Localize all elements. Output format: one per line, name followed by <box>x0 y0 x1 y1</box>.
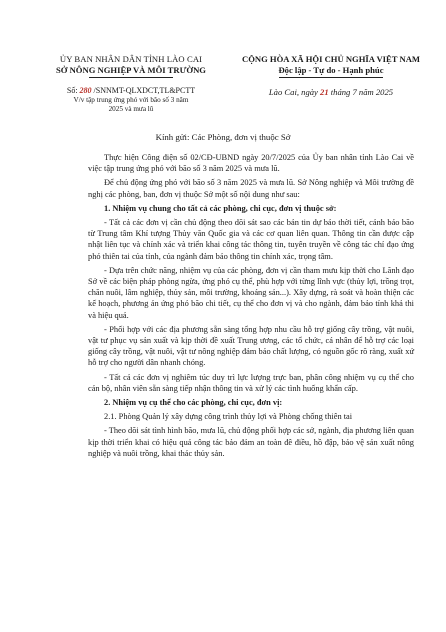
national-header-block <box>236 54 426 78</box>
paragraph: 2.1. Phòng Quản lý xây dựng công trình thủy lợi và Phòng chống thiên tai <box>104 412 353 422</box>
paragraph: - Dựa trên chức năng, nhiệm vụ của các phòng, đơn vị cần tham mưu kịp thời cho Lãnh đạo Sở về các biện pháp phòng ngừa, ứng phó cụ thể, phù hợp với từng lĩnh vực (thủy lợi, trồng trọt, chăn nuôi, lâm nghiệp, thủy sản, môi trường, khoáng sản...). Xây dựng, rà soát và hoàn thiện các kế hoạch, phương án ứng phó bão chi tiết, cụ thể cho đơn vị và cho ngành, đảm bảo tính khả thi và hiệu quả. <box>88 265 414 320</box>
department-name: SỞ NÔNG NGHIỆP VÀ MÔI TRƯỜNG <box>55 65 206 75</box>
subject-line-2: 2025 và mưa lũ <box>108 105 154 113</box>
subject-line-1: V/v tập trung ứng phó với bão số 3 năm <box>73 96 189 104</box>
number-value: 280 <box>79 86 92 95</box>
paragraph: - Theo dõi sát tình hình bão, mưa lũ, chủ động phối hợp các sở, ngành, địa phương liên quan kịp thời triển khai có hiệu quả công tác bảo đảm an toàn đê điều, hồ đập, bảo vệ sản xuất nông nghiệp và nuôi trồng, khai thác thủy sản. <box>88 426 414 458</box>
nation-name: CỘNG HÒA XÃ HỘI CHỦ NGHĨA VIỆT NAM <box>241 54 421 64</box>
document-number <box>36 86 226 96</box>
paragraph: Để chủ động ứng phó với bão số 3 năm 2025 và mưa lũ. Sở Nông nghiệp và Môi trường đề nghị các phòng, ban, đơn vị thuộc Sở một số nội dung như sau: <box>88 178 414 199</box>
agency-name: ỦY BAN NHÂN DÂN TỈNH LÀO CAI <box>59 54 203 64</box>
paragraph: - Tất cả các đơn vị nghiêm túc duy trì lực lượng trực ban, phân công nhiệm vụ cụ thể cho cán bộ, nhân viên sẵn sàng tiếp nhận thông tin và xử lý các tình huống khẩn cấp. <box>88 372 414 393</box>
section-heading: 1. Nhiệm vụ chung cho tất cả các phòng, chi cục, đơn vị thuộc sở: <box>104 203 337 213</box>
date-day: 21 <box>320 87 329 97</box>
paragraph: Thực hiện Công điện số 02/CĐ-UBND ngày 20/7/2025 của Ủy ban nhân tỉnh Lào Cai về việc tập trung ứng phó với bão số 3 năm 2025 và mưa lũ. <box>88 153 414 174</box>
date-place: Lào Cai, ngày <box>268 87 318 97</box>
number-prefix: Số: <box>66 86 78 95</box>
agency-underline <box>89 77 173 78</box>
number-code: /SNNMT-QLXDCT,TL&PCTT <box>93 86 196 95</box>
issue-date <box>236 87 426 97</box>
paragraph: - Tất cả các đơn vị cần chủ động theo dõi sát sao các bản tin dự báo thời tiết, cảnh báo bão từ Trung tâm Khí tượng Thủy văn Quốc gia và các cơ quan liên quan. Thông tin cần được cập nhật liên tục và chính xác và triển khai công tác thông tin, tuyên truyền về công tác chỉ đạo ứng phó thiên tai của tỉnh, của ngành đảm bảo thông tin chính xác, trọng tâm. <box>88 218 414 261</box>
motto-underline <box>279 77 383 78</box>
issuing-agency-block <box>36 54 226 78</box>
document-body <box>88 152 414 462</box>
paragraph: - Phối hợp với các địa phương sẵn sàng tổng hợp nhu cầu hỗ trợ giống cây trồng, vật nuôi, vật tư phục vụ sản xuất và kịp thời đề xuất Trung ương, các tổ chức, cá nhân để hỗ trợ các loại giống cây trồng, vật nuôi, vật tư nông nghiệp đảm bảo chất lượng, có nguồn gốc rõ ràng, xuất xứ hỗ trợ cho người dân nhanh chóng. <box>88 324 414 368</box>
document-number-block <box>36 86 226 114</box>
date-rest: tháng 7 năm 2025 <box>330 87 394 97</box>
section-heading: 2. Nhiệm vụ cụ thể cho các phòng, chi cục, đơn vị: <box>104 398 283 408</box>
recipient-line: Kính gửi: Các Phòng, đơn vị thuộc Sở <box>155 132 291 142</box>
national-motto: Độc lập - Tự do - Hạnh phúc <box>278 65 384 75</box>
